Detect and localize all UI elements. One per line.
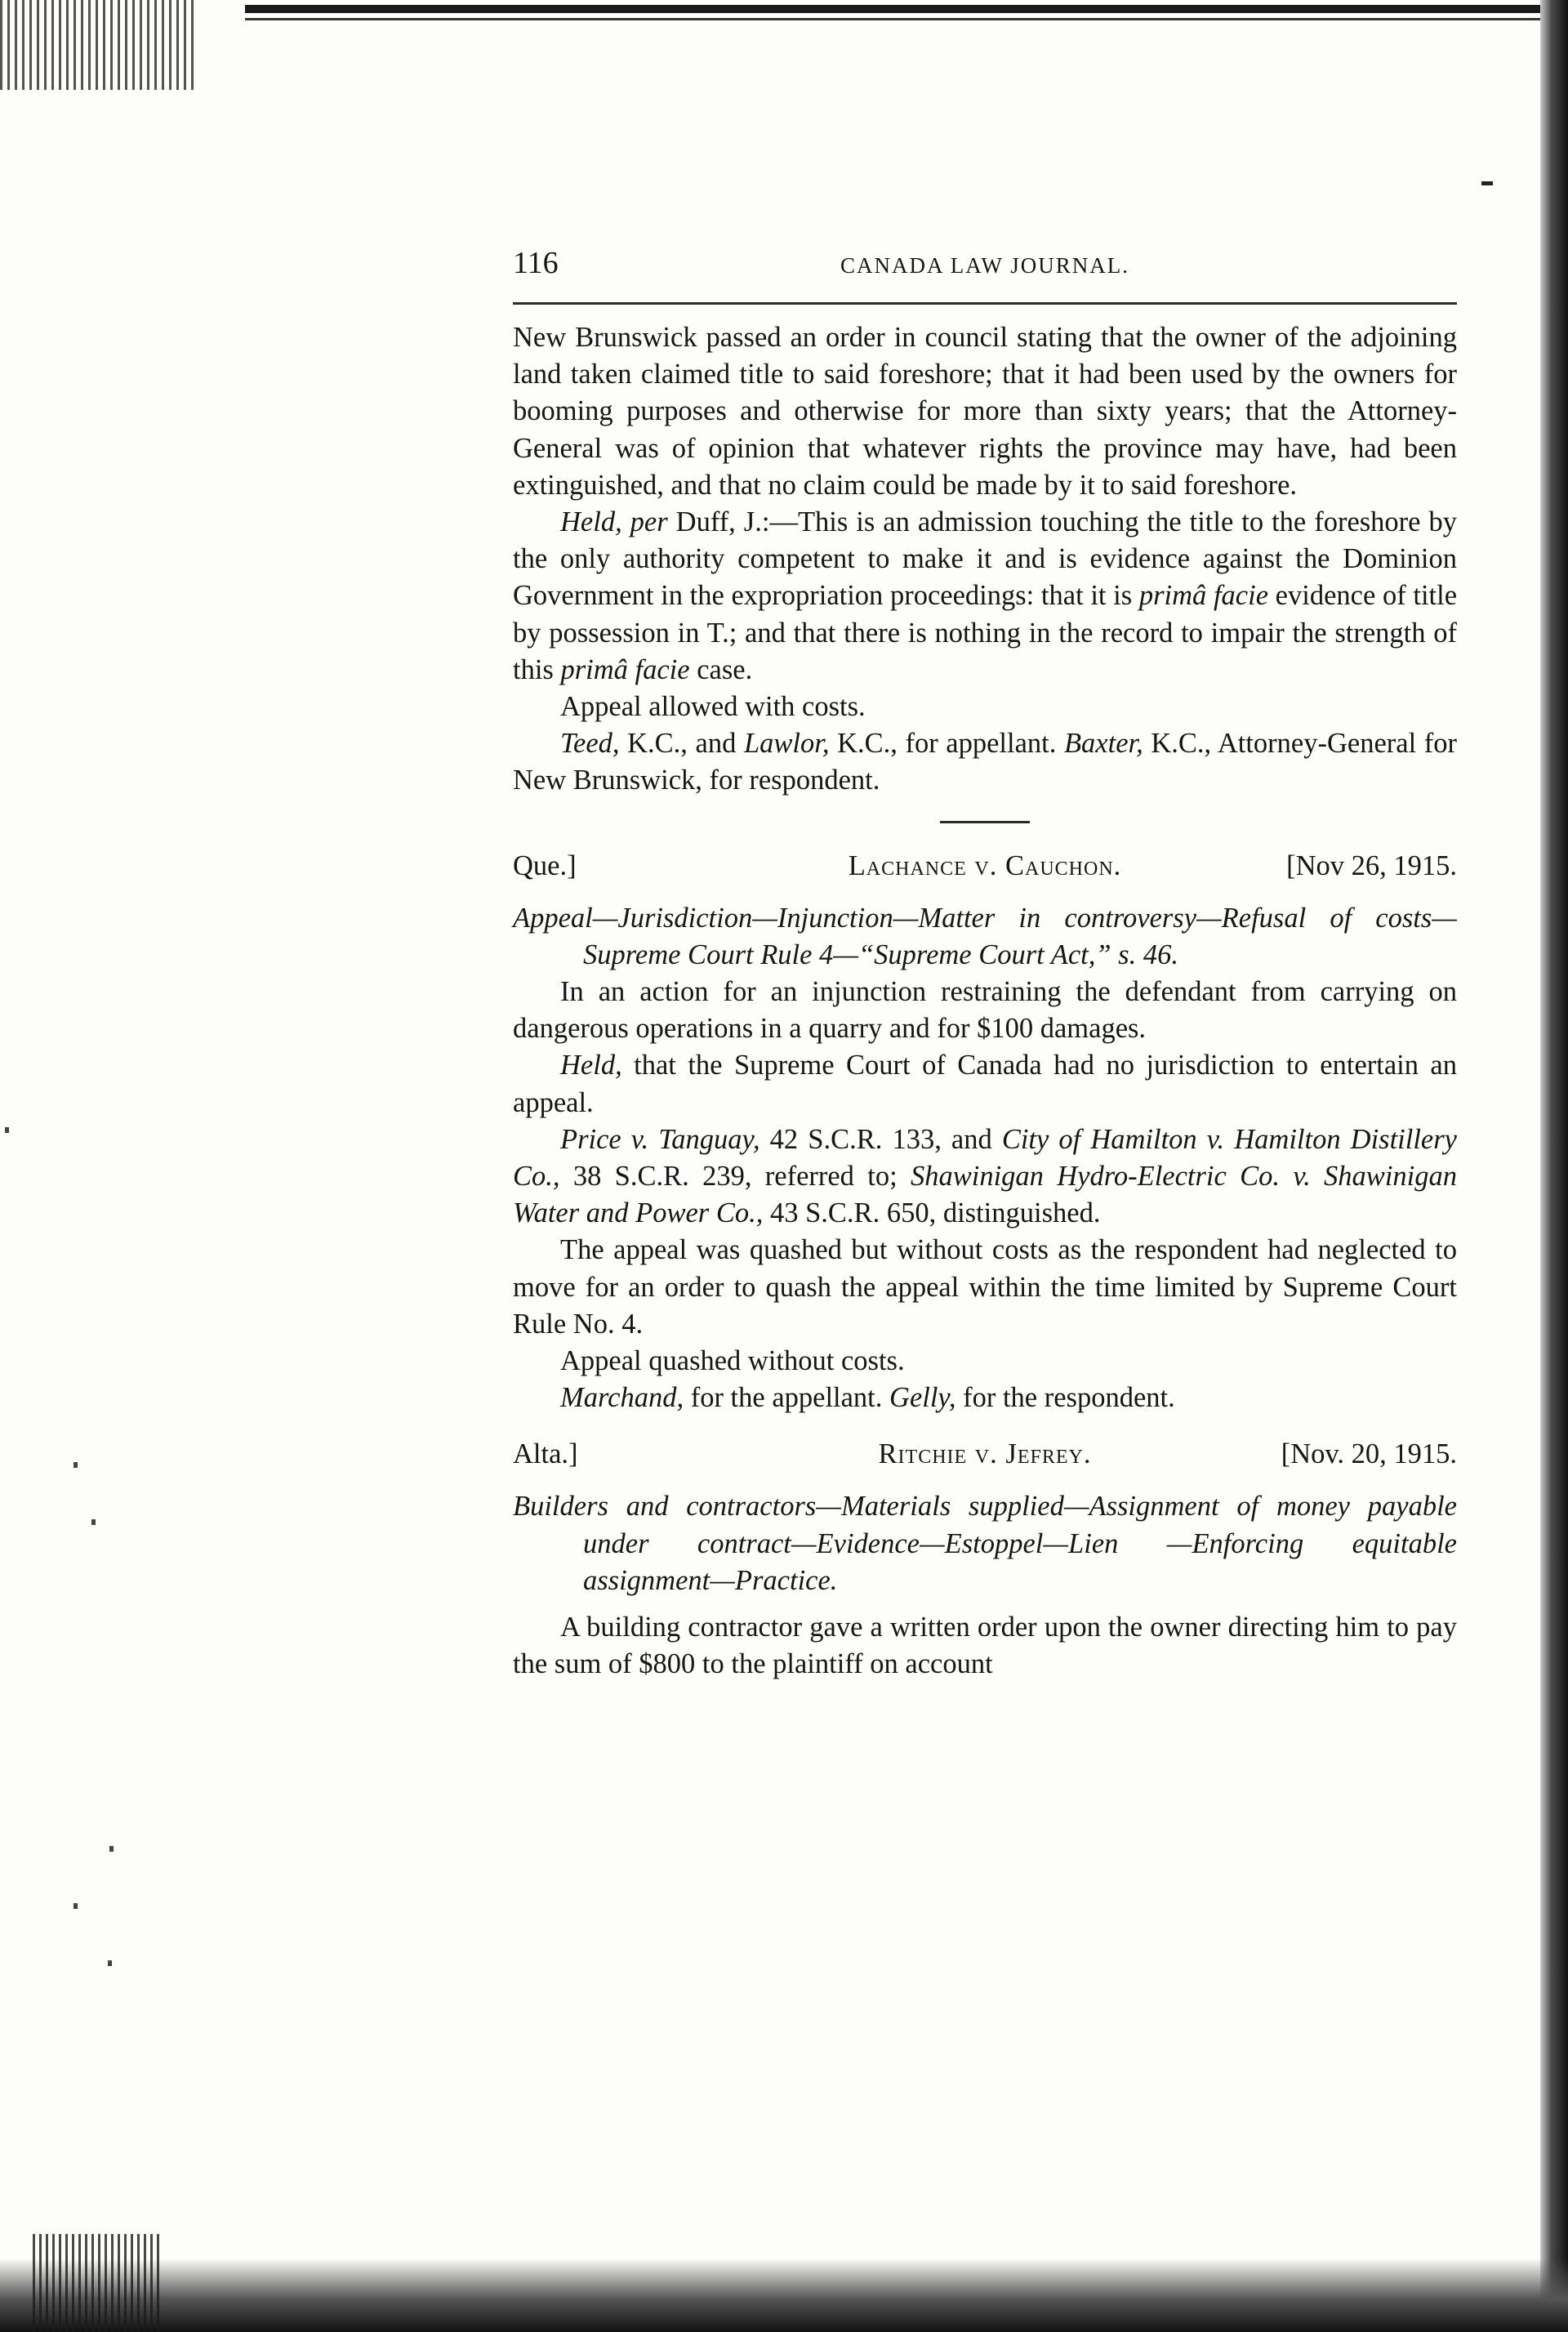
- catchwords: Builders and contractors—Materials supplied—Assignment of money payable under contract—Evidence—Estoppel—Lien —Enforcing equitable assignment—Practice.: [513, 1491, 1457, 1596]
- journal-title: CANADA LAW JOURNAL.: [840, 253, 1130, 278]
- case-province: Que.]: [513, 849, 577, 881]
- text-run: K.C., and: [619, 728, 744, 760]
- scan-speck: [5, 1127, 9, 1133]
- catchwords: Appeal—Jurisdiction—Injunction—Matter in controversy—Refusal of costs—Supreme Court Rule 4—“Supreme Court Act,” s. 46.: [513, 902, 1457, 970]
- text-run: 42 S.C.R. 133, and: [760, 1123, 1002, 1155]
- header-rule: [513, 302, 1457, 305]
- text-run: for the appellant.: [684, 1382, 890, 1414]
- scan-speck: [91, 1519, 96, 1525]
- counsel-name: Baxter,: [1063, 728, 1143, 760]
- case-date: [Nov 26, 1915.: [1286, 849, 1457, 881]
- scan-right-edge: [1540, 0, 1568, 2332]
- held-label: Held,: [560, 1050, 622, 1081]
- paragraph: In an action for an injunction restraining the defendant from carrying on dangerous operations in a quarry and for $100 damages.: [513, 976, 1457, 1045]
- paragraph: New Brunswick passed an order in council stating that the owner of the adjoining land taken claimed title to said foreshore; that it had been used by the owners for booming purposes and otherwise for more than sixty years; that the Attorney-General was of opinion that whatever rights the province may have, had been extinguished, and that no claim could be made by it to said foreshore.: [513, 322, 1457, 501]
- case-reference: City of Hamilton v. Hamilton Distillery Co.,: [513, 1123, 1457, 1193]
- scan-left-edge-marks: [0, 0, 196, 90]
- running-head: [513, 242, 1457, 288]
- counsel-name: Lawlor,: [743, 728, 830, 760]
- result-line: Appeal quashed without costs.: [560, 1345, 905, 1377]
- case-heading: [513, 1436, 1457, 1474]
- text-run: Duff, J.:—This is an admission touching the title to the foreshore by the only authority competent to make it and is evidence against the Dominion Government in the expropriation proceedings: that it is: [513, 506, 1457, 612]
- text-run: K.C., for appellant.: [829, 728, 1064, 760]
- held-paragraph: [513, 1047, 1457, 1121]
- counsel-line: [513, 1380, 1457, 1416]
- scan-speck: [74, 1462, 78, 1468]
- scan-speck: [74, 1903, 78, 1909]
- text-run: case.: [689, 653, 753, 685]
- paragraph: The appeal was quashed but without costs as the respondent had neglected to move for an order to quash the appeal within the time limited by Supreme Court Rule No. 4.: [513, 1234, 1457, 1340]
- counsel-line: [513, 725, 1457, 799]
- counsel-name: Marchand,: [560, 1382, 684, 1414]
- counsel-name: Teed,: [560, 728, 620, 760]
- case-name: Ritchie v. Jefrey.: [878, 1438, 1092, 1470]
- page-number: 116: [513, 246, 559, 280]
- paragraph: A building contractor gave a written order upon the owner directing him to pay the sum of $800 to the plaintiff on account: [513, 1612, 1457, 1680]
- scan-bottom-left-marks: [33, 2234, 163, 2332]
- case-date: [Nov. 20, 1915.: [1281, 1438, 1457, 1470]
- text-run: for the respondent.: [956, 1382, 1175, 1414]
- scan-dash-mark: [1481, 181, 1493, 185]
- references-paragraph: [513, 1121, 1457, 1233]
- counsel-name: Gelly,: [889, 1382, 956, 1414]
- result-line: Appeal allowed with costs.: [560, 691, 866, 723]
- case-reference: Shawinigan Hydro-Electric Co. v. Shawinigan Water and Power Co.,: [513, 1161, 1457, 1229]
- page-text-block: [513, 242, 1457, 1683]
- text-run: 43 S.C.R. 650, distinguished.: [763, 1197, 1101, 1229]
- case-reference: Price v. Tanguay,: [560, 1123, 760, 1155]
- text-run: 38 S.C.R. 239, referred to;: [559, 1161, 911, 1193]
- latin-term: primâ facie: [560, 653, 690, 685]
- scan-speck: [109, 1846, 114, 1852]
- scan-top-border: [245, 5, 1568, 13]
- case-heading: [513, 848, 1457, 885]
- held-paragraph: [513, 504, 1457, 689]
- case-name: Lachance v. Cauchon.: [848, 849, 1122, 881]
- latin-term: primâ facie: [1138, 580, 1269, 612]
- case-province: Alta.]: [513, 1438, 578, 1470]
- text-run: that the Supreme Court of Canada had no jurisdiction to entertain an appeal.: [513, 1050, 1457, 1118]
- text-run: K.C., Attorney-General for New Brunswick, for respondent.: [513, 728, 1457, 796]
- scan-bottom-edge: [0, 2258, 1568, 2332]
- section-divider: [940, 821, 1030, 823]
- held-label: Held, per: [560, 506, 668, 538]
- scan-top-border-thin: [245, 18, 1568, 20]
- scan-speck: [108, 1960, 112, 1966]
- text-run: evidence of title by possession in T.; and that there is nothing in the record to impair the strength of this: [513, 580, 1458, 685]
